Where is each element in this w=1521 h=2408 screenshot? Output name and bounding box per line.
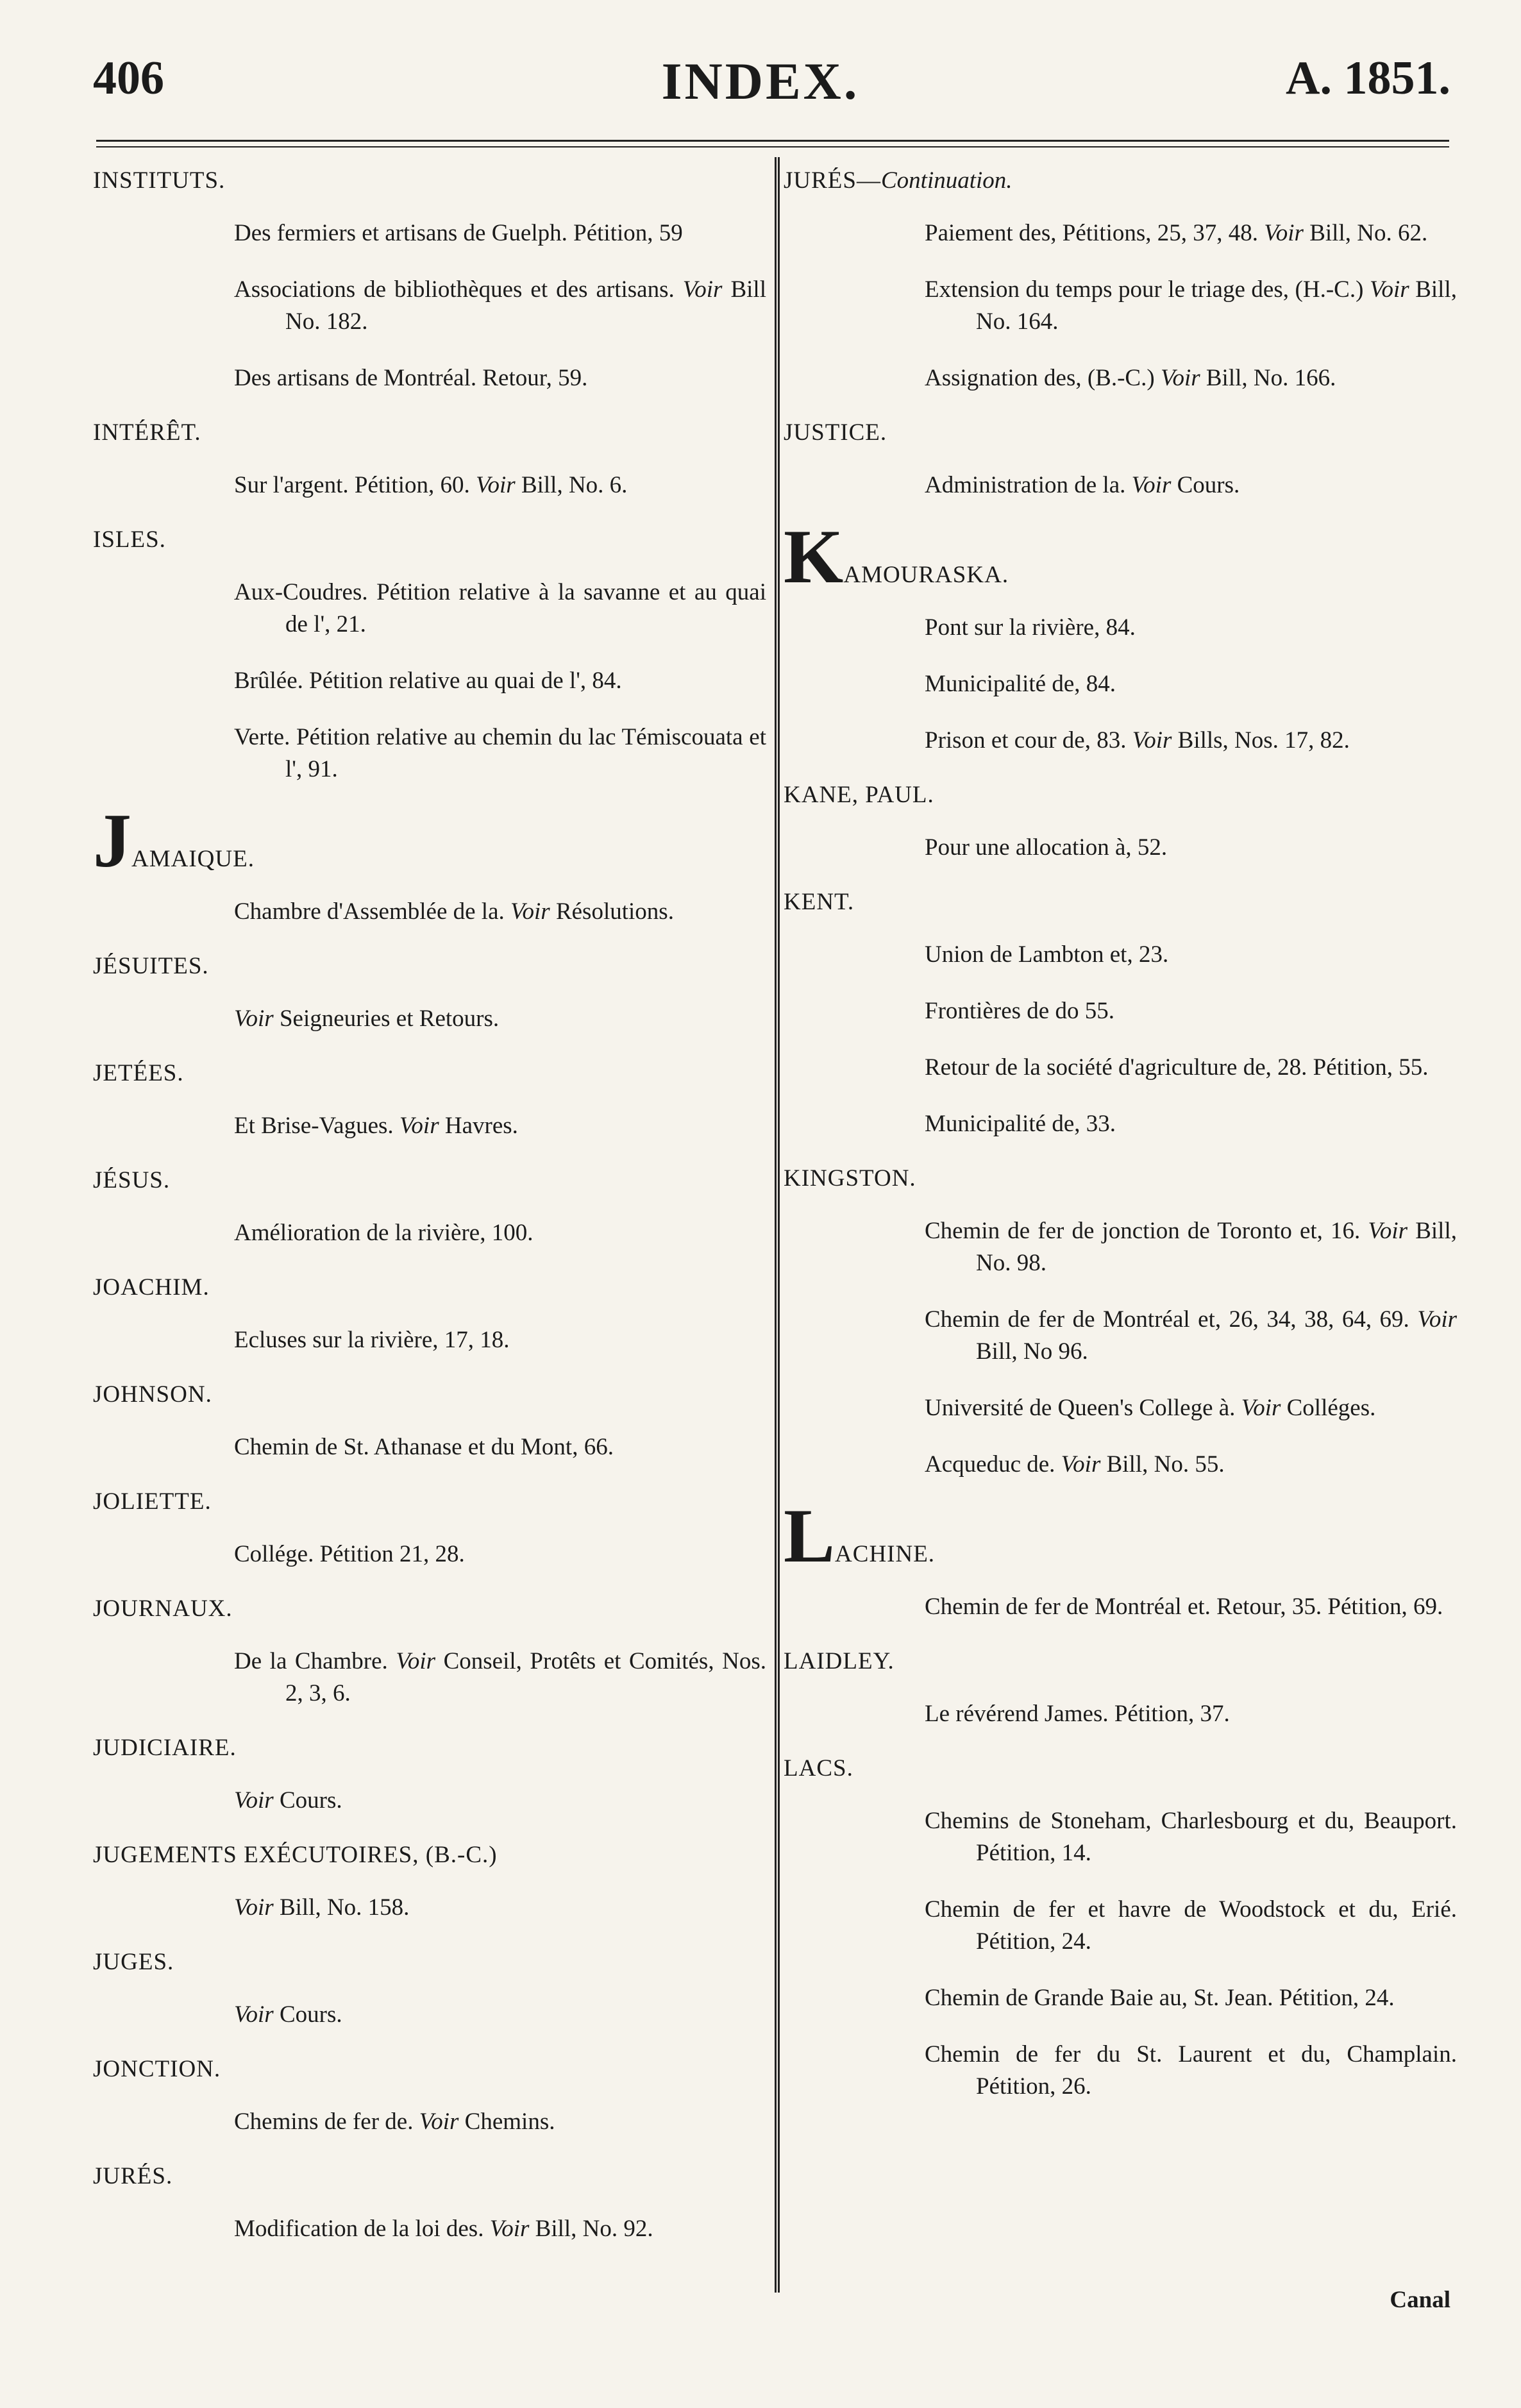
sub-entry-text: Chemin de fer de jonction de Toronto et, 16. bbox=[925, 1218, 1368, 1244]
sub-entry-target: Chemins. bbox=[458, 2109, 555, 2135]
sub-entry bbox=[835, 1215, 1457, 1279]
entry-heading bbox=[93, 1734, 766, 1762]
sub-entry-text: Associations de bibliothèques et des artisans. bbox=[234, 276, 683, 303]
sub-entry bbox=[144, 1217, 766, 1249]
sub-entry-text: Retour de la société d'agriculture de, 28. Pétition, 55. bbox=[925, 1054, 1429, 1081]
index-entry bbox=[93, 1595, 766, 1710]
index-entry bbox=[93, 1488, 766, 1570]
sub-entry-text: Chemin de fer et havre de Woodstock et du, Erié. Pétition, 24. bbox=[925, 1896, 1457, 1955]
sub-entry bbox=[835, 469, 1457, 501]
sub-entry-target: Bill, No. 6. bbox=[515, 472, 628, 498]
entry-heading-text: JONCTION. bbox=[93, 2056, 221, 2082]
entry-heading bbox=[93, 419, 766, 446]
voir-reference: Voir bbox=[234, 1787, 274, 1814]
sub-entry-text: Municipalité de, 84. bbox=[925, 671, 1116, 697]
sub-entry-text: Chemins de fer de. bbox=[234, 2109, 419, 2135]
sub-entry-text: Chambre d'Assemblée de la. bbox=[234, 898, 511, 925]
sub-entry-target: Seigneuries et Retours. bbox=[273, 1006, 500, 1032]
entry-heading-text: JUGES. bbox=[93, 1949, 174, 1975]
index-entry bbox=[784, 888, 1457, 1140]
voir-reference: Voir bbox=[1417, 1306, 1457, 1333]
index-entry bbox=[93, 526, 766, 786]
index-entry bbox=[784, 167, 1457, 394]
voir-reference: Voir bbox=[1369, 276, 1409, 303]
entry-heading-text: JURÉS— bbox=[784, 167, 881, 194]
entry-heading bbox=[93, 1166, 766, 1194]
entry-heading-text: JETÉES. bbox=[93, 1060, 184, 1086]
page-header bbox=[0, 51, 1521, 115]
sub-entry-text: Des fermiers et artisans de Guelph. Pétition, 59 bbox=[234, 220, 683, 246]
sub-entry-text: Modification de la loi des. bbox=[234, 2216, 490, 2242]
sub-entry bbox=[144, 274, 766, 338]
voir-reference: Voir bbox=[396, 1648, 436, 1674]
sub-entry bbox=[144, 1003, 766, 1035]
sub-entry-target: Havres. bbox=[439, 1113, 518, 1139]
entry-heading bbox=[784, 514, 1457, 599]
sub-entry bbox=[835, 1449, 1457, 1481]
sub-entry bbox=[835, 1392, 1457, 1424]
sub-entry-target: Bill, No. 62. bbox=[1303, 220, 1428, 246]
sub-entry-text: Assignation des, (B.-C.) bbox=[925, 365, 1161, 391]
sub-entry-text: Et Brise-Vagues. bbox=[234, 1113, 399, 1139]
drop-cap: L bbox=[784, 1493, 836, 1578]
index-entry bbox=[784, 781, 1457, 864]
sub-entry-target: Bill, No 96. bbox=[976, 1338, 1088, 1365]
sub-entry bbox=[144, 2106, 766, 2138]
index-entry bbox=[93, 167, 766, 394]
voir-reference: Voir bbox=[399, 1113, 439, 1139]
voir-reference: Voir bbox=[1131, 472, 1172, 498]
sub-entry bbox=[835, 1698, 1457, 1730]
sub-entry bbox=[835, 995, 1457, 1027]
sub-entry-text: Amélioration de la rivière, 100. bbox=[234, 1220, 534, 1246]
sub-entry-text: Ecluses sur la rivière, 17, 18. bbox=[234, 1327, 510, 1353]
sub-entry bbox=[835, 725, 1457, 757]
index-entry bbox=[93, 1166, 766, 1249]
sub-entry-text: Le révérend James. Pétition, 37. bbox=[925, 1701, 1230, 1727]
entry-heading-text: KENT. bbox=[784, 889, 855, 915]
sub-entry bbox=[835, 274, 1457, 338]
sub-entry bbox=[835, 832, 1457, 864]
sub-entry-text: Paiement des, Pétitions, 25, 37, 48. bbox=[925, 220, 1265, 246]
voir-reference: Voir bbox=[510, 898, 550, 925]
voir-reference: Voir bbox=[1368, 1218, 1408, 1244]
index-entry bbox=[93, 1059, 766, 1142]
page-number: 406 bbox=[93, 52, 164, 105]
entry-heading bbox=[784, 1493, 1457, 1578]
sub-entry-target: Bill, No. 166. bbox=[1200, 365, 1336, 391]
entry-heading-text: JUDICIAIRE. bbox=[93, 1735, 237, 1761]
sub-entry bbox=[144, 2213, 766, 2245]
voir-reference: Voir bbox=[489, 2216, 530, 2242]
sub-entry bbox=[835, 939, 1457, 971]
sub-entry bbox=[144, 1110, 766, 1142]
sub-entry-target: Colléges. bbox=[1281, 1395, 1376, 1421]
sub-entry bbox=[144, 1646, 766, 1710]
sub-entry-text: Frontières de do 55. bbox=[925, 998, 1114, 1024]
entry-heading-text: INTÉRÊT. bbox=[93, 419, 201, 446]
voir-reference: Voir bbox=[1160, 365, 1200, 391]
index-entry bbox=[93, 2055, 766, 2138]
sub-entry bbox=[835, 217, 1457, 249]
entry-heading bbox=[784, 888, 1457, 916]
entry-heading bbox=[93, 1488, 766, 1515]
index-entry bbox=[784, 1165, 1457, 1481]
sub-entry-target: Bill, No. 158. bbox=[273, 1894, 410, 1921]
index-entry bbox=[93, 1274, 766, 1356]
sub-entry bbox=[144, 1324, 766, 1356]
sub-entry bbox=[835, 1304, 1457, 1368]
voir-reference: Voir bbox=[1132, 727, 1172, 754]
index-entry bbox=[93, 419, 766, 501]
sub-entry-text: Municipalité de, 33. bbox=[925, 1111, 1116, 1137]
entry-heading-text: JOURNAUX. bbox=[93, 1596, 233, 1622]
sub-entry-target: Bill, No. 55. bbox=[1100, 1451, 1225, 1478]
sub-entry-target: Bill, No. 164. bbox=[976, 276, 1457, 335]
header-rule-thin bbox=[96, 146, 1449, 147]
sub-entry bbox=[144, 665, 766, 697]
entry-heading bbox=[93, 1381, 766, 1408]
entry-heading bbox=[784, 781, 1457, 809]
entry-heading-text: JOLIETTE. bbox=[93, 1488, 212, 1515]
sub-entry bbox=[835, 1591, 1457, 1623]
sub-entry-text: Des artisans de Montréal. Retour, 59. bbox=[234, 365, 588, 391]
sub-entry-target: Résolutions. bbox=[550, 898, 674, 925]
entry-heading bbox=[93, 1595, 766, 1622]
sub-entry-text: De la Chambre. bbox=[234, 1648, 396, 1674]
entry-heading-text: JUGEMENTS EXÉCUTOIRES, (B.-C.) bbox=[93, 1842, 498, 1868]
voir-reference: Voir bbox=[1241, 1395, 1281, 1421]
sub-entry bbox=[835, 1052, 1457, 1084]
sub-entry-target: Cours. bbox=[1171, 472, 1240, 498]
sub-entry-target: Cours. bbox=[273, 1787, 342, 1814]
index-entry bbox=[93, 1841, 766, 1924]
index-entry bbox=[784, 1493, 1457, 1623]
sub-entry bbox=[144, 1538, 766, 1570]
sub-entry bbox=[144, 1431, 766, 1463]
sub-entry-text: Verte. Pétition relative au chemin du lac Témiscouata et l', 91. bbox=[234, 724, 766, 782]
sub-entry-text: Chemin de Grande Baie au, St. Jean. Pétition, 24. bbox=[925, 1985, 1395, 2011]
entry-heading-text: AMAIQUE. bbox=[131, 846, 255, 872]
entry-heading-text: LAIDLEY. bbox=[784, 1648, 895, 1674]
entry-heading bbox=[93, 1948, 766, 1976]
sub-entry-text: Chemin de St. Athanase et du Mont, 66. bbox=[234, 1434, 614, 1460]
entry-heading-text: JÉSUS. bbox=[93, 1167, 171, 1193]
voir-reference: Voir bbox=[1061, 1451, 1101, 1478]
sub-entry bbox=[144, 362, 766, 394]
sub-entry bbox=[144, 1999, 766, 2031]
sub-entry-target: Conseil, Protêts et Comités, Nos. 2, 3, 6. bbox=[285, 1648, 766, 1706]
entry-heading-text: KINGSTON. bbox=[784, 1165, 916, 1191]
index-entry bbox=[93, 1734, 766, 1817]
voir-reference: Voir bbox=[419, 2109, 459, 2135]
sub-entry-target: Cours. bbox=[273, 2001, 342, 2028]
sub-entry bbox=[144, 1785, 766, 1817]
sub-entry bbox=[835, 2039, 1457, 2103]
sub-entry-text: Extension du temps pour le triage des, (H.-C.) bbox=[925, 276, 1370, 303]
voir-reference: Voir bbox=[476, 472, 516, 498]
sub-entry-text: Acqueduc de. bbox=[925, 1451, 1061, 1478]
entry-heading bbox=[93, 798, 766, 883]
sub-entry-target: Bill, No. 98. bbox=[976, 1218, 1457, 1276]
sub-entry bbox=[835, 1108, 1457, 1140]
voir-reference: Voir bbox=[234, 2001, 274, 2028]
entry-heading-text: ACHINE. bbox=[835, 1541, 936, 1567]
sub-entry-text: Administration de la. bbox=[925, 472, 1132, 498]
index-entry bbox=[93, 1948, 766, 2031]
sub-entry bbox=[835, 1805, 1457, 1869]
voir-reference: Voir bbox=[234, 1894, 274, 1921]
column-divider bbox=[775, 157, 780, 2293]
sub-entry-text: Chemins de Stoneham, Charlesbourg et du, Beauport. Pétition, 14. bbox=[925, 1808, 1457, 1866]
sub-entry-text: Brûlée. Pétition relative au quai de l', 84. bbox=[234, 668, 622, 694]
entry-heading-text: ISLES. bbox=[93, 526, 166, 553]
index-entry bbox=[93, 2162, 766, 2245]
index-column-right bbox=[784, 167, 1457, 2127]
sub-entry bbox=[144, 469, 766, 501]
sub-entry bbox=[144, 1892, 766, 1924]
entry-heading bbox=[784, 1755, 1457, 1782]
sub-entry bbox=[835, 1982, 1457, 2014]
sub-entry bbox=[835, 612, 1457, 644]
drop-cap: J bbox=[93, 798, 131, 883]
voir-reference: Voir bbox=[682, 276, 723, 303]
sub-entry bbox=[144, 217, 766, 249]
sub-entry bbox=[144, 577, 766, 641]
sub-entry bbox=[835, 668, 1457, 700]
entry-heading bbox=[784, 1647, 1457, 1675]
catchword: Canal bbox=[1390, 2287, 1450, 2313]
sub-entry-text: Chemin de fer de Montréal et. Retour, 35. Pétition, 69. bbox=[925, 1594, 1443, 1620]
entry-heading bbox=[784, 419, 1457, 446]
entry-heading bbox=[93, 2162, 766, 2190]
entry-heading bbox=[93, 167, 766, 194]
entry-heading bbox=[784, 1165, 1457, 1192]
drop-cap: K bbox=[784, 514, 844, 599]
index-entry bbox=[93, 1381, 766, 1463]
sub-entry-text: Prison et cour de, 83. bbox=[925, 727, 1132, 754]
entry-heading bbox=[93, 2055, 766, 2083]
sub-entry bbox=[144, 896, 766, 928]
index-entry bbox=[784, 514, 1457, 757]
index-entry bbox=[784, 1647, 1457, 1730]
entry-heading-text: JURÉS. bbox=[93, 2163, 173, 2189]
sub-entry-text: Chemin de fer de Montréal et, 26, 34, 38, 64, 69. bbox=[925, 1306, 1418, 1333]
entry-heading bbox=[93, 1841, 766, 1869]
sub-entry-text: Pour une allocation à, 52. bbox=[925, 834, 1168, 861]
entry-heading bbox=[784, 167, 1457, 194]
index-column-left bbox=[93, 167, 766, 2269]
entry-heading-text: JÉSUITES. bbox=[93, 953, 209, 979]
index-entry bbox=[784, 1755, 1457, 2103]
entry-heading-text: LACS. bbox=[784, 1755, 853, 1781]
index-entry bbox=[784, 419, 1457, 501]
header-rule bbox=[96, 140, 1449, 142]
voir-reference: Voir bbox=[234, 1006, 274, 1032]
sub-entry-target: Bills, Nos. 17, 82. bbox=[1172, 727, 1350, 754]
page-year: A. 1851. bbox=[1286, 52, 1450, 105]
sub-entry-text: Chemin de fer du St. Laurent et du, Champlain. Pétition, 26. bbox=[925, 2041, 1457, 2100]
sub-entry-text: Université de Queen's College à. bbox=[925, 1395, 1241, 1421]
entry-heading-text: KANE, PAUL. bbox=[784, 782, 934, 808]
sub-entry-text: Union de Lambton et, 23. bbox=[925, 941, 1169, 968]
index-entry bbox=[93, 952, 766, 1035]
sub-entry-text: Aux-Coudres. Pétition relative à la savanne et au quai de l', 21. bbox=[234, 579, 766, 637]
index-entry bbox=[93, 798, 766, 928]
sub-entry-target: Bill No. 182. bbox=[285, 276, 766, 335]
sub-entry-target: Bill, No. 92. bbox=[529, 2216, 653, 2242]
sub-entry-text: Collége. Pétition 21, 28. bbox=[234, 1541, 465, 1567]
sub-entry bbox=[835, 1894, 1457, 1958]
voir-reference: Voir bbox=[1264, 220, 1304, 246]
sub-entry bbox=[835, 362, 1457, 394]
entry-heading-text: JUSTICE. bbox=[784, 419, 887, 446]
entry-heading-text: INSTITUTS. bbox=[93, 167, 226, 194]
sub-entry-text: Pont sur la rivière, 84. bbox=[925, 614, 1136, 641]
sub-entry-text: Sur l'argent. Pétition, 60. bbox=[234, 472, 476, 498]
entry-heading bbox=[93, 952, 766, 980]
entry-heading-text: JOACHIM. bbox=[93, 1274, 210, 1301]
continuation-label: Continuation. bbox=[880, 167, 1013, 194]
entry-heading bbox=[93, 1059, 766, 1087]
sub-entry bbox=[144, 721, 766, 786]
entry-heading bbox=[93, 526, 766, 553]
running-title: INDEX. bbox=[661, 52, 860, 110]
entry-heading-text: AMOURASKA. bbox=[843, 562, 1009, 588]
entry-heading-text: JOHNSON. bbox=[93, 1381, 212, 1408]
entry-heading bbox=[93, 1274, 766, 1301]
